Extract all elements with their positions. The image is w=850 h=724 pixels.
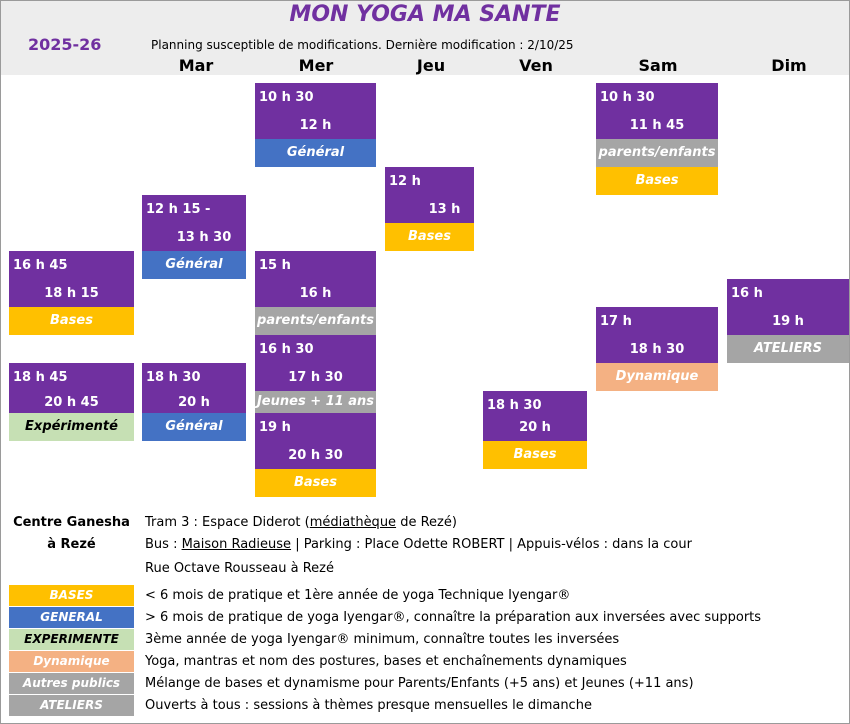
session-end: 20 h 45 [44,395,99,410]
session-time-block [596,83,718,139]
session-start: 10 h 30 [600,90,655,105]
day-header-ven: Ven [519,56,553,75]
session-category: Bases [385,223,474,251]
day-header-sam: Sam [638,56,678,75]
session-start: 12 h 15 - [146,202,211,217]
legend-text-dynamique: Yoga, mantras et nom des postures, bases et enchaînements dynamiques [145,654,627,669]
session-end: 20 h [519,420,551,435]
legend-text-ateliers: Ouverts à tous : sessions à thèmes presque mensuelles le dimanche [145,698,592,713]
session-category: Général [142,251,246,279]
legend-text-autres-publics: Mélange de bases et dynamisme pour Parents/Enfants (+5 ans) et Jeunes (+11 ans) [145,676,694,691]
session-category: Expérimenté [9,413,134,441]
day-header-mar: Mar [178,56,214,75]
session-start: 18 h 30 [146,370,201,385]
session-category: ATELIERS [727,335,849,363]
session-end: 12 h [299,118,332,133]
session-start: 19 h [259,420,291,435]
legend-label-dynamique: Dynamique [9,651,134,672]
bus-info [145,537,692,552]
session-time-block [9,363,134,413]
session-start: 15 h [259,258,291,273]
legend-label-experimente: EXPERIMENTE [9,629,134,650]
session-time-block [255,335,376,391]
session-time-block [727,279,849,335]
legend-label-general: GENERAL [9,607,134,628]
session-end: 13 h [428,202,461,217]
bus-text-end: | Parking : Place Odette ROBERT | Appuis-vélos : dans la cour [291,537,692,552]
session-start: 16 h 30 [259,342,314,357]
legend-text-experimente: 3ème année de yoga Iyengar® minimum, connaître toutes les inversées [145,632,620,647]
day-header-dim: Dim [771,56,807,75]
mediatheque-link[interactable]: médiathèque [309,515,397,530]
session-category: Jeunes + 11 ans [255,391,376,413]
session-category: Général [142,413,246,441]
session-end: 17 h 30 [288,370,343,385]
session-end: 20 h [178,395,210,410]
legend-label-ateliers: ATELIERS [9,695,134,716]
legend-label-bases: BASES [9,585,134,606]
session-start: 17 h [600,314,632,329]
session-start: 16 h 45 [13,258,68,273]
header [1,1,849,75]
maison-radieuse-link[interactable]: Maison Radieuse [181,537,292,552]
session-time-block [483,391,587,441]
season-label: 2025-26 [28,35,102,54]
legend-label-autres-publics: Autres publics [9,673,134,694]
session-time-block [255,251,376,307]
tram-info [145,515,457,530]
session-category: Dynamique [596,363,718,391]
location-name: Centre Ganesha [13,515,130,530]
day-header-mer: Mer [298,56,334,75]
session-time-block [385,167,474,223]
session-time-block [255,413,376,469]
session-start: 16 h [731,286,763,301]
bus-text: Bus : [145,537,182,552]
session-end: 16 h [299,286,332,301]
session-time-block [142,195,246,251]
session-start: 12 h [389,174,421,189]
session-category: Bases [483,441,587,469]
session-end: 18 h 30 [629,342,685,357]
session-time-block [596,307,718,363]
session-end: 11 h 45 [629,118,685,133]
session-category: parents/enfants [255,307,376,335]
session-start: 18 h 45 [13,370,68,385]
session-end: 18 h 15 [44,286,99,301]
session-start: 18 h 30 [487,398,542,413]
session-category: Bases [255,469,376,497]
legend-text-general: > 6 mois de pratique de yoga Iyengar®, connaître la préparation aux inversées avec supports [145,610,762,625]
street-address: Rue Octave Rousseau à Rezé [145,561,334,576]
tram-text: Tram 3 : Espace Diderot ( [145,515,310,530]
session-end: 19 h [772,314,804,329]
session-category: parents/enfants [596,139,718,167]
location-city: à Rezé [47,537,96,552]
session-end: 20 h 30 [288,448,343,463]
session-category: Général [255,139,376,167]
page-title: MON YOGA MA SANTE [289,2,561,27]
legend-text-bases: < 6 mois de pratique et 1ère année de yoga Technique Iyengar® [145,588,571,603]
tram-text-end: de Rezé) [396,515,457,530]
session-end: 13 h 30 [176,230,232,245]
session-time-block [255,83,376,139]
day-header-jeu: Jeu [416,56,446,75]
session-category: Bases [9,307,134,335]
session-time-block [9,251,134,307]
session-start: 10 h 30 [259,90,314,105]
modification-notice: Planning susceptible de modifications. Dernière modification : 2/10/25 [151,38,574,52]
session-time-block [142,363,246,413]
session-category: Bases [596,167,718,195]
